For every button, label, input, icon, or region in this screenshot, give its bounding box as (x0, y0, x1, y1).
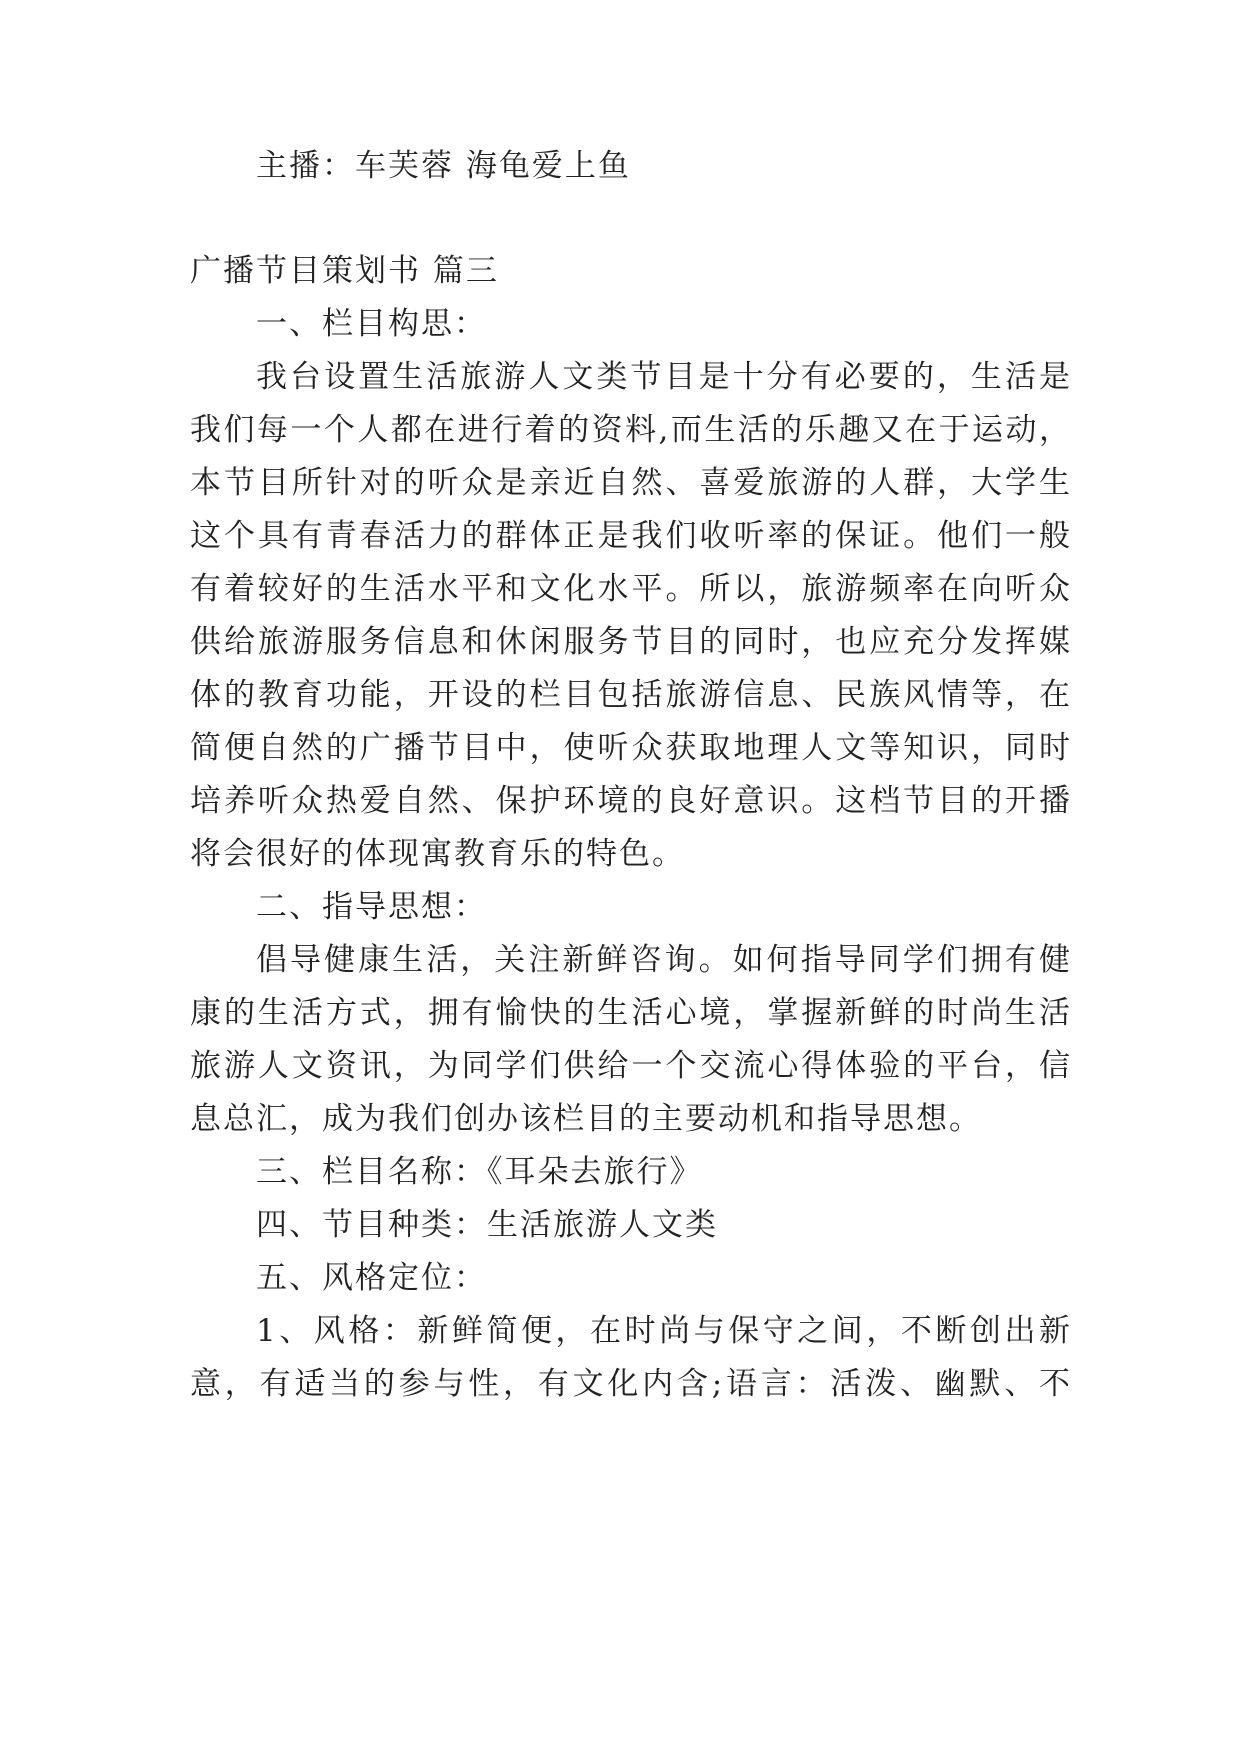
paragraph-line: 简便自然的广播节目中，使听众获取地理人文等知识，同时 (190, 730, 1070, 766)
heading-style-positioning: 五、风格定位： (256, 1260, 487, 1296)
paragraph-line: 本节目所针对的听众是亲近自然、喜爱旅游的人群，大学生 (190, 465, 1070, 501)
paragraph-line: 有着较好的生活水平和文化水平。所以，旅游频率在向听众 (190, 571, 1070, 607)
paragraph-line: 康的生活方式，拥有愉快的生活心境，掌握新鲜的时尚生活 (190, 995, 1070, 1031)
paragraph-line: 供给旅游服务信息和休闲服务节目的同时，也应充分发挥媒 (190, 624, 1070, 660)
paragraph-line: 我们每一个人都在进行着的资料,而生活的乐趣又在于运动， (190, 412, 1070, 448)
paragraph-line: 培养听众热爱自然、保护环境的良好意识。这档节目的开播 (190, 783, 1070, 819)
heading-program-type: 四、节目种类：生活旅游人文类 (256, 1207, 718, 1243)
paragraph-line: 将会很好的体现寓教育乐的特色。 (190, 836, 685, 872)
paragraph-line: 这个具有青春活力的群体正是我们收听率的保证。他们一般 (190, 518, 1070, 554)
paragraph-line: 我台设置生活旅游人文类节目是十分有必要的，生活是 (256, 359, 1070, 395)
paragraph-line: 体的教育功能，开设的栏目包括旅游信息、民族风情等，在 (190, 677, 1070, 713)
heading-column-concept: 一、栏目构思： (256, 306, 487, 342)
section-title: 广播节目策划书 篇三 (190, 253, 499, 289)
host-line: 主播：车芙蓉 海龟爱上鱼 (256, 148, 631, 184)
paragraph-line: 旅游人文资讯，为同学们供给一个交流心得体验的平台，信 (190, 1048, 1070, 1084)
paragraph-line: 1、风格：新鲜简便，在时尚与保守之间，不断创出新 (256, 1313, 1070, 1349)
heading-column-name: 三、栏目名称：《耳朵去旅行》 (256, 1154, 703, 1190)
paragraph-line: 意，有适当的参与性，有文化内含;语言：活泼、幽默、不 (190, 1366, 1070, 1402)
paragraph-line: 倡导健康生活，关注新鲜咨询。如何指导同学们拥有健 (256, 942, 1070, 978)
paragraph-line: 息总汇，成为我们创办该栏目的主要动机和指导思想。 (190, 1101, 982, 1137)
heading-guiding-idea: 二、指导思想： (256, 889, 487, 925)
